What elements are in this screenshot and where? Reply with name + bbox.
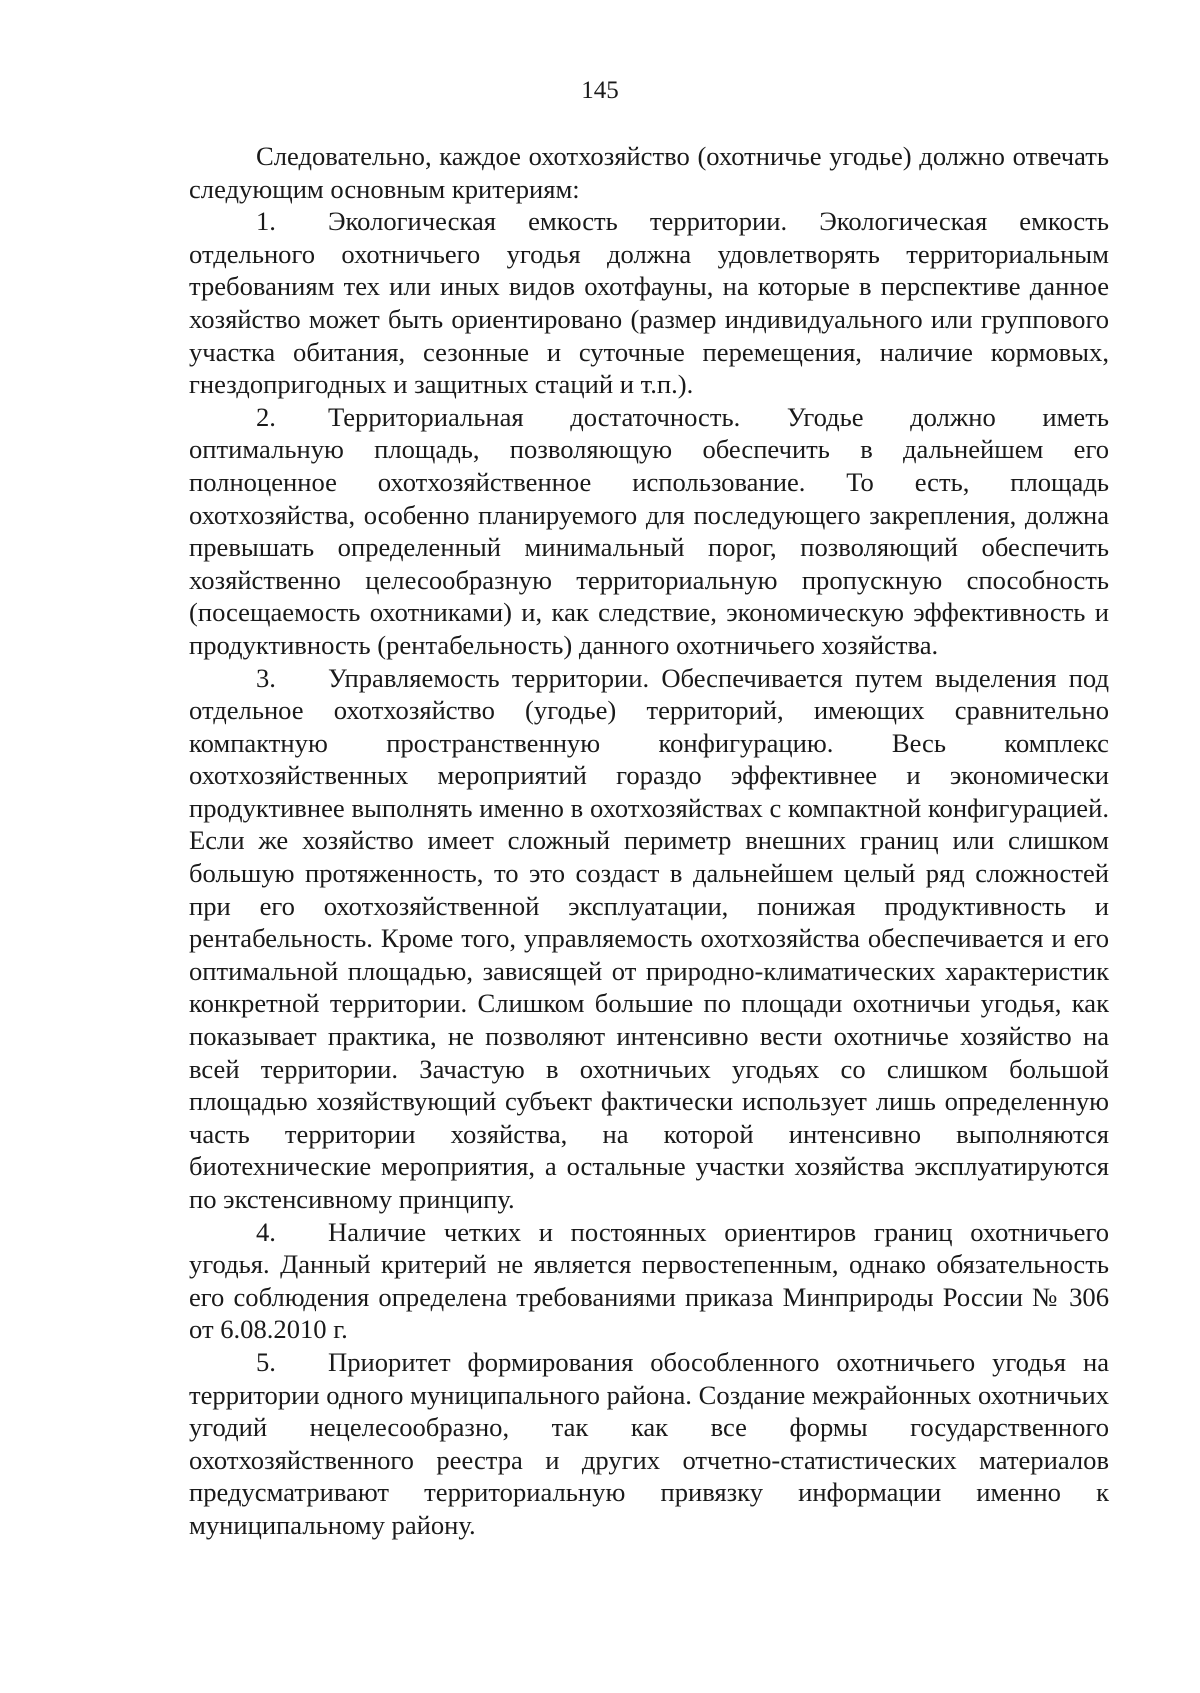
criterion-1 — [189, 205, 1109, 401]
criterion-text: Экологическая емкость территории. Экологическая емкость отдельного охотничьего угодья должна удовлетворять территориальным требованиям тех или иных видов охотфауны, на которые в перспективе данное хозяйство может быть ориентировано (размер индивидуального или группового участка обитания, сезонные и суточные перемещения, наличие кормовых, гнездопригодных и защитных стаций и т.п.). — [189, 206, 1109, 400]
criterion-number: 2. — [256, 401, 276, 432]
criterion-text: Приоритет формирования обособленного охотничьего угодья на территории одного муниципального района. Создание межрайонных охотничьих угодий нецелесообразно, так как все формы государственного охотхозяйственного реестра и других отчетно-статистических материалов предусматривают территориальную привязку информации именно к муниципальному району. — [189, 1346, 1109, 1540]
document-body — [189, 140, 1109, 1542]
criterion-4 — [189, 1216, 1109, 1346]
criterion-number: 4. — [256, 1216, 276, 1247]
intro-paragraph: Следовательно, каждое охотхозяйство (охотничье угодье) должно отвечать следующим основным критериям: — [189, 141, 1109, 204]
criterion-text: Управляемость территории. Обеспечивается путем выделения под отдельное охотхозяйство (угодье) территорий, имеющих сравнительно компактную пространственную конфигурацию. Весь комплекс охотхозяйственных мероприятий гораздо эффективнее и экономически продуктивнее выполнять именно в охотхозяйствах с компактной конфигурацией. Если же хозяйство имеет сложный периметр внешних границ или слишком большую протяженность, то это создаст в дальнейшем целый ряд сложностей при его охотхозяйственной эксплуатации, понижая продуктивность и рентабельность. Кроме того, управляемость охотхозяйства обеспечивается и его оптимальной площадью, зависящей от природно-климатических характеристик конкретной территории. Слишком большие по площади охотничьи угодья, как показывает практика, не позволяют интенсивно вести охотничье хозяйство на всей территории. Зачастую в охотничьих угодьях со слишком большой площадью хозяйствующий субъект фактически использует лишь определенную часть территории хозяйства, на которой интенсивно выполняются биотехнические мероприятия, а остальные участки хозяйства эксплуатируются по экстенсивному принципу. — [189, 662, 1109, 1214]
criterion-number: 3. — [256, 662, 276, 693]
page-number: 145 — [581, 77, 619, 104]
criterion-2 — [189, 401, 1109, 662]
criterion-3 — [189, 662, 1109, 1216]
criterion-5 — [189, 1346, 1109, 1542]
criterion-text: Территориальная достаточность. Угодье должно иметь оптимальную площадь, позволяющую обеспечить в дальнейшем его полноценное охотхозяйственное использование. То есть, площадь охотхозяйства, особенно планируемого для последующего закрепления, должна превышать определенный минимальный порог, позволяющий обеспечить хозяйственно целесообразную территориальную пропускную способность (посещаемость охотниками) и, как следствие, экономическую эффективность и продуктивность (рентабельность) данного охотничьего хозяйства. — [189, 401, 1109, 660]
criterion-number: 1. — [256, 206, 276, 237]
criterion-number: 5. — [256, 1346, 276, 1377]
criterion-text: Наличие четких и постоянных ориентиров границ охотничьего угодья. Данный критерий не является первостепенным, однако обязательность его соблюдения определена требованиями приказа Минприроды России № 306 от 6.08.2010 г. — [189, 1216, 1109, 1345]
